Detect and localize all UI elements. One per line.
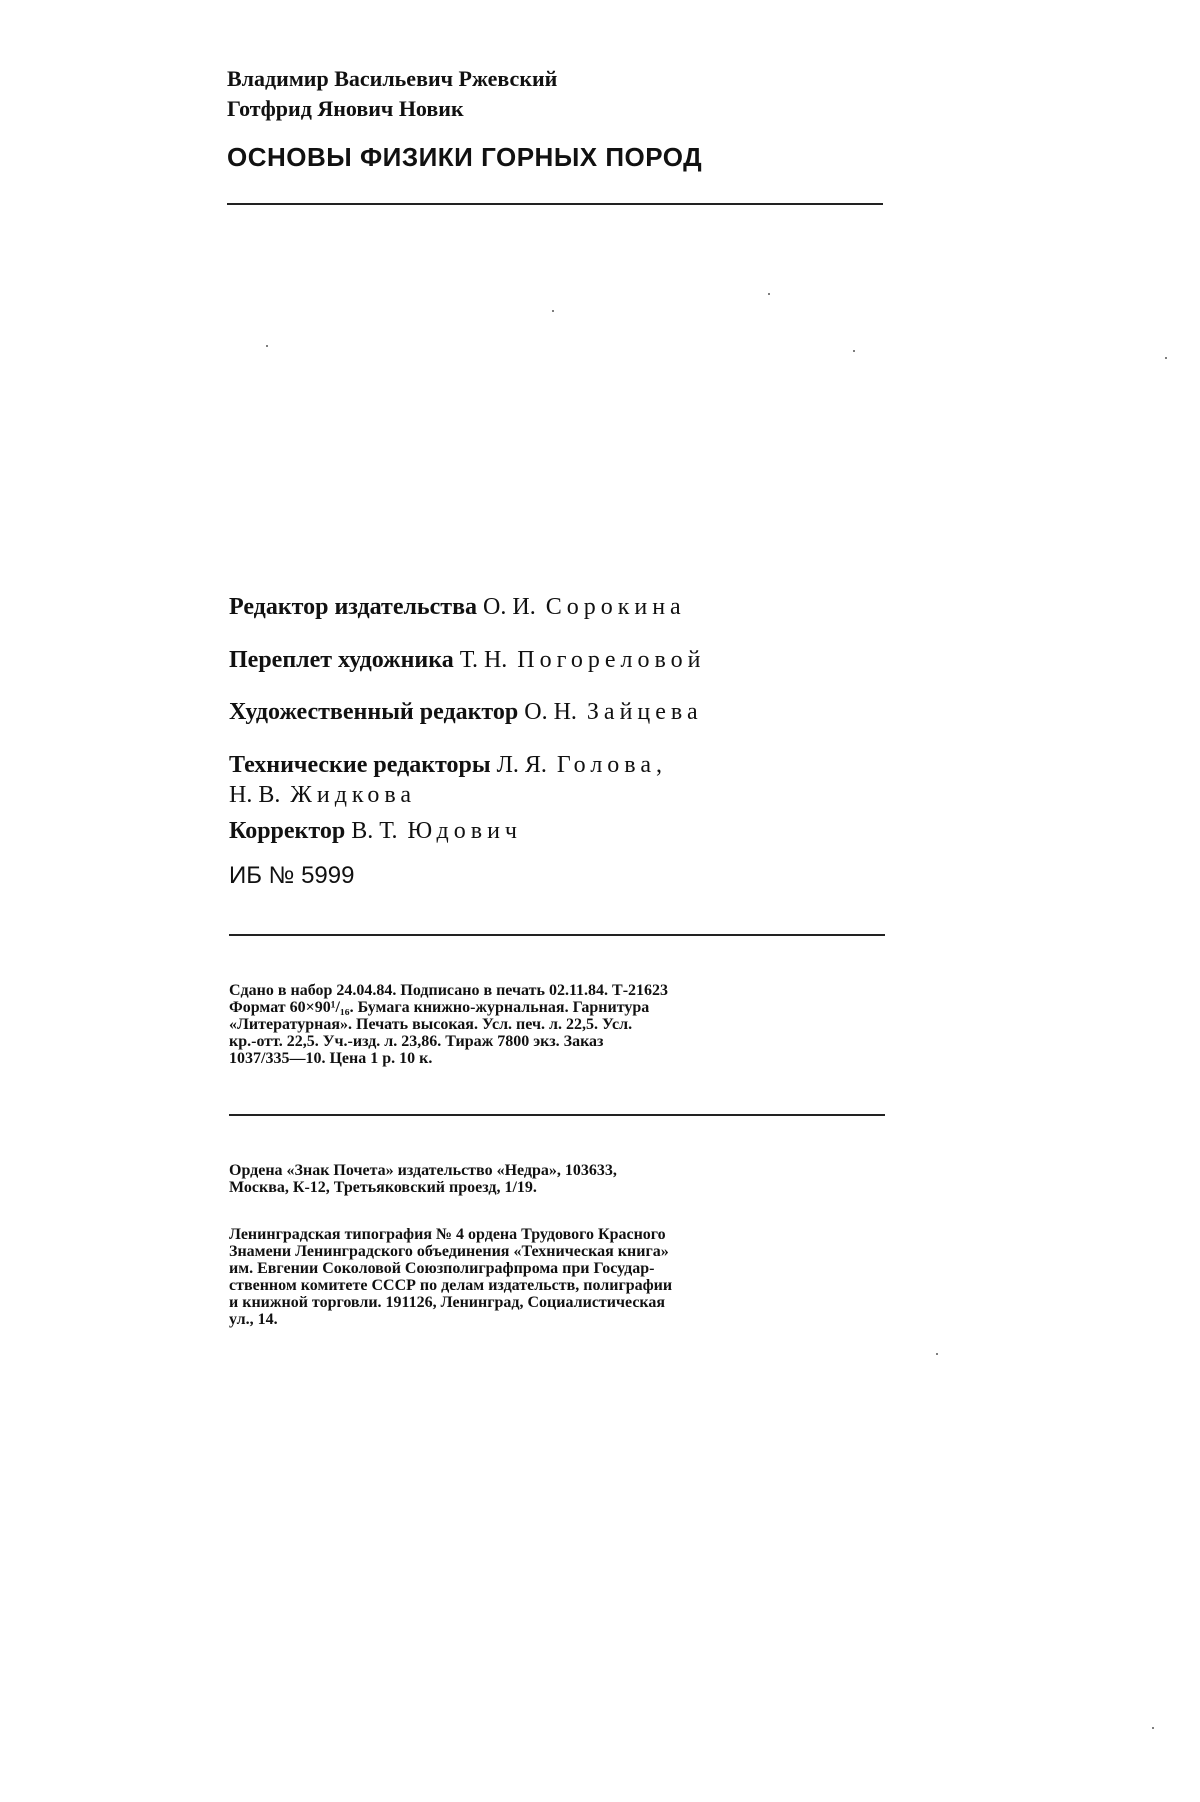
- printer-line: им. Евгении Соколовой Союзполиграфпрома при Государ-: [229, 1260, 655, 1277]
- credit-proofreader: [229, 816, 522, 846]
- print-info-line: «Литературная». Печать высокая. Усл. печ. л. 22,5. Усл.: [229, 1016, 633, 1033]
- printer-line: ственном комитете СССР по делам издательств, полиграфии: [229, 1277, 673, 1294]
- publisher-info: [229, 1162, 885, 1196]
- credit-surname: Зайцева: [586, 699, 703, 725]
- credit-art-editor: [229, 697, 703, 727]
- credit-initials: В. Т.: [351, 818, 398, 844]
- scan-speck: [266, 345, 268, 347]
- book-title: ОСНОВЫ ФИЗИКИ ГОРНЫХ ПОРОД: [227, 142, 703, 172]
- credit-initials: Л. Я.: [496, 752, 547, 778]
- credit-surname: Голова,: [556, 752, 667, 778]
- credit-role: Художественный редактор: [229, 699, 519, 725]
- publisher-line: Москва, К-12, Третьяковский проезд, 1/19.: [229, 1179, 537, 1196]
- credit-initials: О. И.: [483, 594, 536, 620]
- credit-role: Переплет художника: [229, 647, 454, 673]
- credit-role: Корректор: [229, 818, 346, 844]
- credit-initials: О. Н.: [524, 699, 577, 725]
- print-info-line: кр.-отт. 22,5. Уч.-изд. л. 23,86. Тираж 7800 экз. Заказ: [229, 1033, 604, 1050]
- credit-role: Технические редакторы: [229, 752, 491, 778]
- scan-speck: [768, 293, 770, 295]
- scan-speck: [1152, 1727, 1154, 1729]
- author-1: Владимир Васильевич Ржевский: [227, 66, 558, 91]
- credit-surname-2: Жидкова: [290, 782, 417, 808]
- authors: [227, 64, 557, 124]
- printer-line: ул., 14.: [229, 1311, 278, 1328]
- author-2: Готфрид Янович Новик: [227, 96, 464, 121]
- credit-initials-2: Н. В.: [229, 782, 281, 808]
- credit-surname: Погореловой: [517, 647, 706, 673]
- print-info-rule: [229, 1114, 885, 1116]
- printer-line: Ленинградская типография № 4 ордена Трудового Красного: [229, 1226, 666, 1243]
- print-info-line: 1037/335—10. Цена 1 р. 10 к.: [229, 1050, 433, 1067]
- credit-surname: Сорокина: [545, 594, 686, 620]
- print-info-line: Сдано в набор 24.04.84. Подписано в печать 02.11.84. Т-21623: [229, 982, 669, 999]
- printer-line: Знамени Ленинградского объединения «Техническая книга»: [229, 1243, 669, 1260]
- print-info-line: Формат 60×90¹/₁₆. Бумага книжно-журнальная. Гарнитура: [229, 999, 650, 1016]
- scan-speck: [1165, 357, 1167, 359]
- credit-role: Редактор издательства: [229, 594, 478, 620]
- print-info: [229, 982, 885, 1067]
- credit-binding-artist: [229, 645, 706, 675]
- credit-initials: Т. Н.: [459, 647, 508, 673]
- ib-number: ИБ № 5999: [229, 862, 355, 889]
- credit-editor: [229, 592, 686, 622]
- title-rule: [227, 203, 883, 205]
- scan-speck: [853, 350, 855, 352]
- credit-tech-editors: [229, 750, 667, 810]
- credits-rule: [229, 934, 885, 936]
- scan-speck: [936, 1353, 938, 1355]
- printer-info: [229, 1226, 885, 1328]
- credit-surname: Юдович: [407, 818, 522, 844]
- publisher-line: Ордена «Знак Почета» издательство «Недра», 103633,: [229, 1162, 617, 1179]
- scan-speck: [552, 310, 554, 312]
- printer-line: и книжной торговли. 191126, Ленинград, Социалистическая: [229, 1294, 666, 1311]
